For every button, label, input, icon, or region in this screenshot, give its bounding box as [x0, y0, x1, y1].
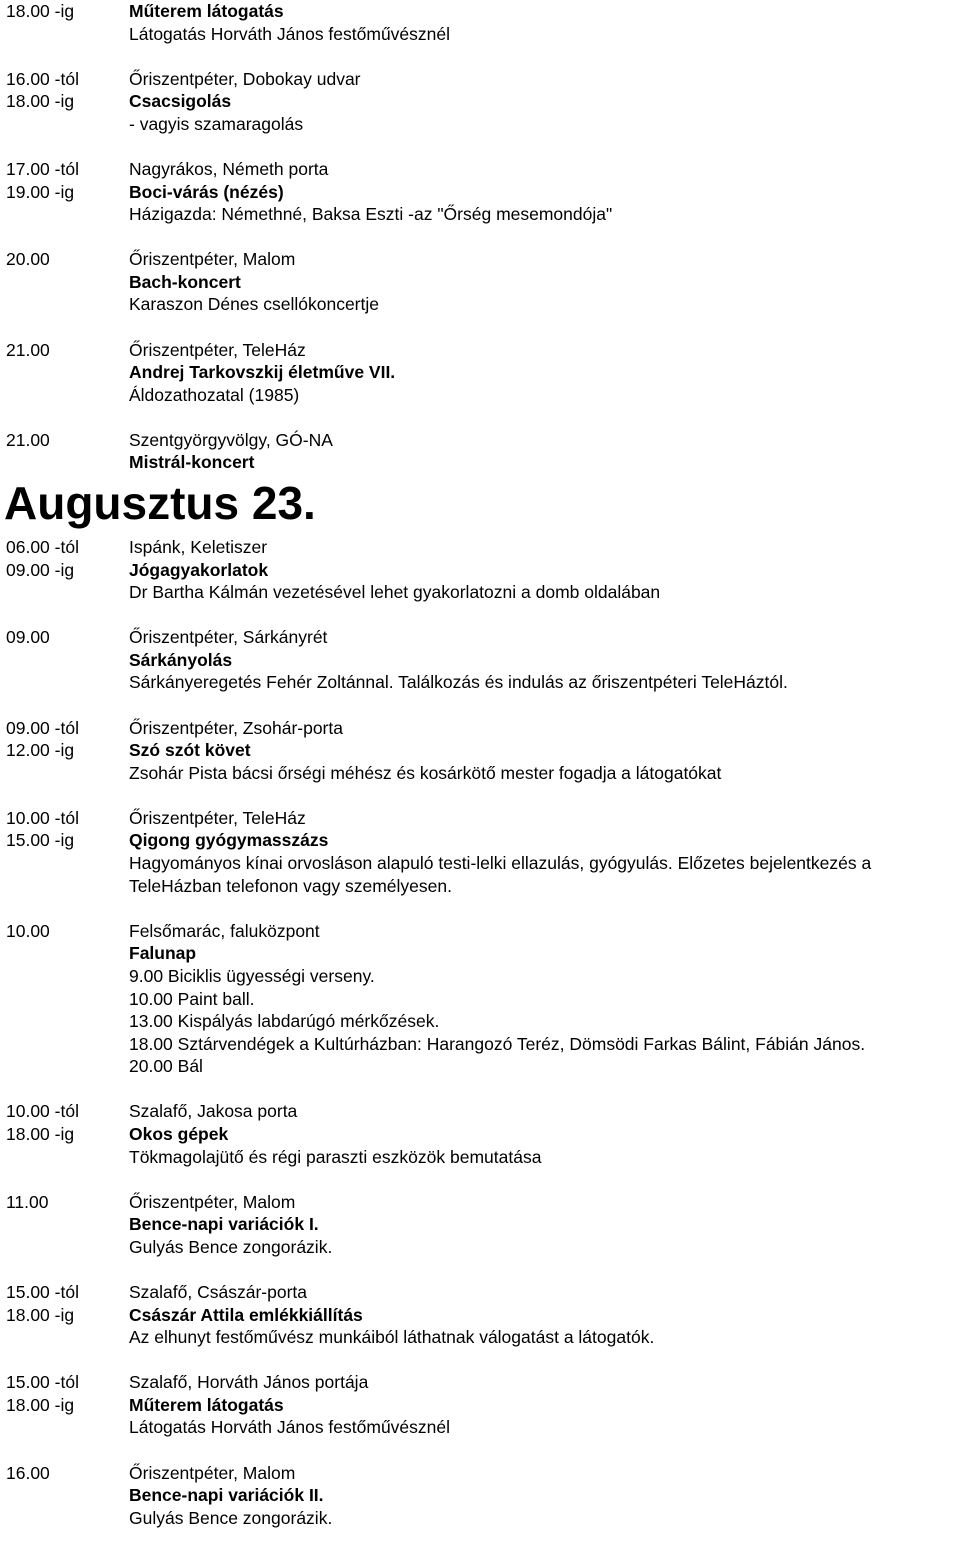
event-detail: TeleHázban telefonon vagy személyesen.: [129, 875, 452, 896]
event-detail: Látogatás Horváth János festőművésznél: [129, 23, 451, 44]
event-time: [0, 384, 129, 407]
event-time: 16.00 -tól: [6, 68, 79, 89]
event-line: [0, 248, 960, 271]
event-time: [0, 988, 129, 1011]
event-time: [0, 1055, 129, 1078]
event-detail: Szalafő, Jakosa porta: [129, 1101, 298, 1122]
event-line: [0, 271, 960, 294]
event-time: 21.00: [6, 429, 50, 450]
event-detail: Az elhunyt festőművész munkáiból láthatnak válogatást a látogatók.: [129, 1327, 655, 1348]
event-detail: Szentgyörgyvölgy, GÓ-NA: [129, 429, 333, 450]
event-detail: 10.00 Paint ball.: [129, 988, 255, 1009]
event-title: Jógagyakorlatok: [129, 559, 269, 580]
event-detail: Őriszentpéter, Malom: [129, 1462, 296, 1483]
event-line: [0, 339, 960, 362]
event-title: Műterem látogatás: [129, 1394, 284, 1415]
event-line: [0, 1010, 960, 1033]
event-time: 17.00 -tól: [6, 158, 79, 179]
event-line: [0, 762, 960, 785]
event-line: [0, 559, 960, 582]
event-detail: Szalafő, Horváth János portája: [129, 1372, 369, 1393]
event-title: Boci-várás (nézés): [129, 181, 284, 202]
event-block: [0, 0, 960, 45]
event-detail: Őriszentpéter, Malom: [129, 249, 296, 270]
event-line: [0, 1123, 960, 1146]
event-detail: Dr Bartha Kálmán vezetésével lehet gyakorlatozni a domb oldalában: [129, 582, 661, 603]
event-line: [0, 1507, 960, 1530]
event-time: 12.00 -ig: [6, 740, 75, 761]
event-title: Mistrál-koncert: [129, 452, 255, 473]
event-time: [0, 852, 129, 875]
event-time: [0, 1146, 129, 1169]
event-time: 21.00: [6, 339, 50, 360]
event-line: [0, 1416, 960, 1439]
event-time: [0, 1033, 129, 1056]
event-block: [0, 626, 960, 694]
event-time: 09.00 -tól: [6, 717, 79, 738]
event-line: [0, 384, 960, 407]
event-time: [0, 942, 129, 965]
event-time: 18.00 -ig: [6, 91, 75, 112]
event-time: [0, 671, 129, 694]
event-line: [0, 451, 960, 474]
event-block: [0, 158, 960, 226]
event-time: [0, 762, 129, 785]
event-time: 09.00 -ig: [6, 559, 75, 580]
event-time: 18.00 -ig: [6, 1394, 75, 1415]
event-line: [0, 1055, 960, 1078]
event-title: Műterem látogatás: [129, 1, 284, 21]
event-detail: Őriszentpéter, Zsohár-porta: [129, 717, 343, 738]
event-time: [0, 1326, 129, 1349]
event-title: Andrej Tarkovszkij életműve VII.: [129, 362, 396, 383]
event-line: [0, 1394, 960, 1417]
event-title: Falunap: [129, 943, 197, 964]
event-line: [0, 581, 960, 604]
event-time: 15.00 -tól: [6, 1372, 79, 1393]
event-time: 15.00 -ig: [6, 830, 75, 851]
event-time: [0, 1484, 129, 1507]
event-detail: Házigazda: Némethné, Baksa Eszti -az "Őrség mesemondója": [129, 204, 613, 225]
event-title: Bach-koncert: [129, 271, 241, 292]
event-time: 10.00 -tól: [6, 1101, 79, 1122]
event-detail: 13.00 Kispályás labdarúgó mérkőzések.: [129, 1011, 440, 1032]
event-line: [0, 1236, 960, 1259]
event-line: [0, 942, 960, 965]
event-time: 18.00 -ig: [6, 1304, 75, 1325]
event-detail: Gulyás Bence zongorázik.: [129, 1507, 333, 1528]
event-block: [0, 429, 960, 474]
event-time: [0, 23, 129, 46]
event-detail: Karaszon Dénes csellókoncertje: [129, 294, 379, 315]
event-time: 06.00 -tól: [6, 537, 79, 557]
event-line: [0, 739, 960, 762]
event-detail: Őriszentpéter, Sárkányrét: [129, 627, 328, 648]
event-block: [0, 68, 960, 136]
event-line: [0, 626, 960, 649]
event-line: [0, 1371, 960, 1394]
event-line: [0, 1146, 960, 1169]
event-line: [0, 536, 960, 559]
event-line: [0, 361, 960, 384]
event-line: [0, 1281, 960, 1304]
event-title: Szó szót követ: [129, 740, 251, 761]
event-time: 11.00: [6, 1191, 49, 1212]
event-time: [0, 1236, 129, 1259]
event-block: [0, 339, 960, 407]
event-detail: Őriszentpéter, Dobokay udvar: [129, 68, 361, 89]
event-line: [0, 829, 960, 852]
event-detail: Őriszentpéter, Malom: [129, 1191, 296, 1212]
event-line: [0, 1304, 960, 1327]
event-line: [0, 920, 960, 943]
event-title: Qigong gyógymasszázs: [129, 830, 329, 851]
event-time: 18.00 -ig: [6, 1123, 75, 1144]
event-line: [0, 0, 960, 23]
event-block: [0, 1462, 960, 1530]
event-time: 09.00: [6, 627, 50, 648]
event-block: [0, 1100, 960, 1168]
event-line: [0, 429, 960, 452]
event-detail: Szalafő, Császár-porta: [129, 1281, 307, 1302]
event-line: [0, 965, 960, 988]
event-block: [0, 920, 960, 1078]
event-detail: Zsohár Pista bácsi őrségi méhész és kosárkötő mester fogadja a látogatókat: [129, 762, 722, 783]
event-line: [0, 293, 960, 316]
event-block: [0, 1281, 960, 1349]
event-detail: - vagyis szamaragolás: [129, 113, 304, 134]
event-line: [0, 181, 960, 204]
event-line: [0, 90, 960, 113]
event-title: Csacsigolás: [129, 91, 232, 112]
event-time: [0, 203, 129, 226]
event-line: [0, 1462, 960, 1485]
event-time: 18.00 -ig: [6, 1, 75, 21]
event-line: [0, 1484, 960, 1507]
event-line: [0, 1100, 960, 1123]
event-detail: 20.00 Bál: [129, 1056, 203, 1077]
event-detail: Sárkányeregetés Fehér Zoltánnal. Találkozás és indulás az őriszentpéteri TeleHáztól.: [129, 672, 788, 693]
event-line: [0, 1033, 960, 1056]
event-time: [0, 1416, 129, 1439]
event-time: [0, 451, 129, 474]
event-line: [0, 717, 960, 740]
event-detail: Ispánk, Keletiszer: [129, 537, 268, 557]
event-time: [0, 581, 129, 604]
event-block: [0, 807, 960, 897]
event-time: 20.00: [6, 249, 50, 270]
event-title: Sárkányolás: [129, 649, 233, 670]
event-line: [0, 1326, 960, 1349]
event-block: [0, 717, 960, 785]
event-time: [0, 649, 129, 672]
event-time: 19.00 -ig: [6, 181, 75, 202]
event-time: [0, 965, 129, 988]
event-line: [0, 649, 960, 672]
event-title: Császár Attila emlékkiállítás: [129, 1304, 363, 1325]
event-line: [0, 807, 960, 830]
event-time: 15.00 -tól: [6, 1281, 79, 1302]
event-line: [0, 158, 960, 181]
event-title: Bence-napi variációk II.: [129, 1485, 324, 1506]
event-detail: Felsőmarác, faluközpont: [129, 920, 320, 941]
event-line: [0, 875, 960, 898]
event-line: [0, 68, 960, 91]
event-time: [0, 1213, 129, 1236]
event-block: [0, 536, 960, 604]
event-block: [0, 1371, 960, 1439]
event-detail: 18.00 Sztárvendégek a Kultúrházban: Harangozó Teréz, Dömsödi Farkas Bálint, Fábián János.: [129, 1033, 866, 1054]
event-line: [0, 852, 960, 875]
event-time: [0, 1010, 129, 1033]
event-detail: 9.00 Biciklis ügyességi verseny.: [129, 965, 375, 986]
event-time: [0, 271, 129, 294]
event-line: [0, 203, 960, 226]
event-time: [0, 293, 129, 316]
event-time: 10.00 -tól: [6, 807, 79, 828]
event-detail: Látogatás Horváth János festőművésznél: [129, 1417, 451, 1438]
event-time: [0, 113, 129, 136]
event-line: [0, 113, 960, 136]
event-detail: Őriszentpéter, TeleHáz: [129, 339, 306, 360]
event-time: [0, 1507, 129, 1530]
event-detail: Tökmagolajütő és régi paraszti eszközök bemutatása: [129, 1146, 542, 1167]
event-time: 16.00: [6, 1462, 50, 1483]
event-time: 10.00: [6, 920, 50, 941]
date-heading: Augusztus 23.: [4, 477, 316, 529]
event-line: [0, 988, 960, 1011]
event-detail: Hagyományos kínai orvosláson alapuló testi-lelki ellazulás, gyógyulás. Előzetes bejelentkezés a: [129, 853, 872, 874]
event-line: [0, 1213, 960, 1236]
event-time: [0, 361, 129, 384]
event-time: [0, 875, 129, 898]
event-line: [0, 1191, 960, 1214]
event-line: [0, 671, 960, 694]
event-detail: Gulyás Bence zongorázik.: [129, 1236, 333, 1257]
event-detail: Őriszentpéter, TeleHáz: [129, 807, 306, 828]
event-block: [0, 248, 960, 316]
event-line: [0, 23, 960, 46]
event-detail: Nagyrákos, Németh porta: [129, 158, 329, 179]
event-block: [0, 1191, 960, 1259]
event-detail: Áldozathozatal (1985): [129, 384, 300, 405]
event-title: Bence-napi variációk I.: [129, 1214, 319, 1235]
event-title: Okos gépek: [129, 1123, 229, 1144]
